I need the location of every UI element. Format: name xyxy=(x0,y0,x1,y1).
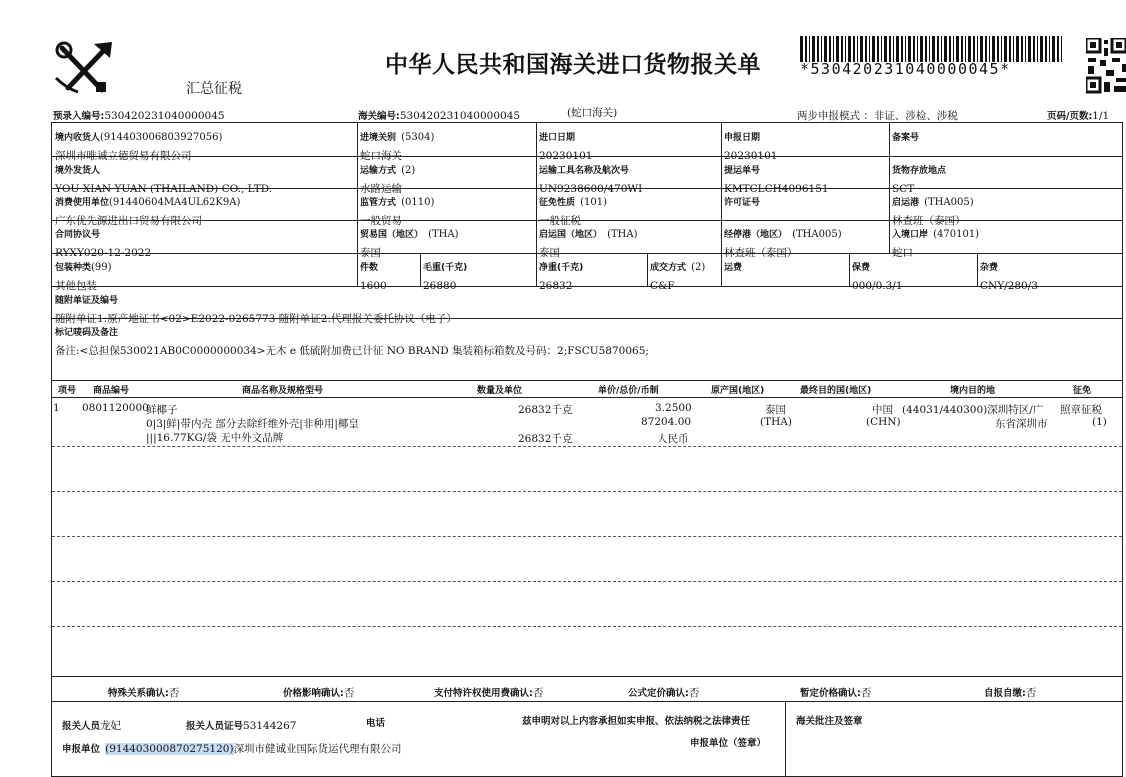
origin-country-cell: 启运国（地区） (THA) 泰国 xyxy=(539,229,638,259)
col-quantity: 数量及单位 xyxy=(477,386,523,396)
declare-mode: 两步申报模式 ：非证、涉检、涉税 xyxy=(797,110,958,122)
declaring-unit: 申报单位 (914403000870275120)深圳市健诚业国际货运代理有限公司 xyxy=(62,743,402,755)
levy-cell: 征免性质 (101) 一般征税 xyxy=(539,197,607,227)
declarant-name: 报关人员龙妃 xyxy=(62,720,122,732)
page-number: 页码/页数:1/1 xyxy=(1047,110,1110,122)
barcode-text: *530420231040000045* xyxy=(800,60,1011,78)
royalty-confirm: 支付特许权使用费确认:否 xyxy=(434,687,544,699)
consignor-cell: 境外发货人 YOU XIAN YUAN (THAILAND) CO., LTD. xyxy=(55,166,273,195)
col-levy: 征免 xyxy=(1073,386,1092,396)
col-price: 单价/总价/币制 xyxy=(598,386,659,396)
marks-remarks-cell: 标记唛码及备注 备注:<总担保530021AB0C0000000034>无木 e 低硫附加费已计征 NO BRAND 集装箱标箱数及号码：2;FSCU5870065; xyxy=(55,328,649,357)
summary-tax-label: 汇总征税 xyxy=(186,81,242,97)
customs-emblem-logo xyxy=(50,38,122,98)
self-pay-confirm: 自报自缴:否 xyxy=(984,687,1037,699)
storage-cell: 货物存放地点 SCT xyxy=(892,166,947,195)
col-origin: 原产国(地区) xyxy=(711,386,765,396)
customs-number: 海关编号:530420231040000045 xyxy=(358,110,521,122)
gross-weight-cell: 毛重(千克) 26880 xyxy=(423,263,468,292)
legal-statement: 兹申明对以上内容承担如实申报、依法纳税之法律责任 xyxy=(522,716,751,727)
package-cell: 包装种类(99) 其他包装 xyxy=(55,262,112,292)
formula-price-confirm: 公式定价确认:否 xyxy=(628,687,700,699)
misc-fee-cell: 杂费 CNY/280/3 xyxy=(980,263,1038,292)
transport-mode-cell: 运输方式 (2) 水路运输 xyxy=(360,165,416,195)
customs-office: (蛇口海关) xyxy=(567,107,618,119)
page-title: 中华人民共和国海关进口货物报关单 xyxy=(385,52,761,78)
net-weight-cell: 净重(千克) 26832 xyxy=(539,263,584,292)
entry-port-cell: 入境口岸 (470101) 蛇口 xyxy=(892,229,980,259)
barcode xyxy=(800,36,1066,62)
price-influence-confirm: 价格影响确认:否 xyxy=(283,687,355,699)
consignee-cell: 境内收货人(914403006803927056) 深圳市唯诚立德贸易有限公司 xyxy=(55,132,223,162)
license-cell: 许可证号 xyxy=(724,198,761,208)
col-goods-name: 商品名称及规格型号 xyxy=(242,386,324,396)
phone-label: 电话 xyxy=(366,718,386,729)
bill-no-cell: 提运单号 KMTCLCH4096151 xyxy=(724,166,829,195)
col-final-destination: 最终目的国(地区) xyxy=(800,386,872,396)
declaring-unit-seal: 申报单位（签章） xyxy=(690,738,767,749)
freight-cell: 运费 xyxy=(724,263,743,273)
col-item-no: 项号 xyxy=(58,386,77,396)
declarant-cert-no: 报关人员证号53144267 xyxy=(186,720,297,732)
declare-date-cell: 申报日期 20230101 xyxy=(724,133,778,162)
import-date-cell: 进口日期 20230101 xyxy=(539,133,593,162)
record-no-cell: 备案号 xyxy=(892,133,920,143)
entry-exit-cell: 进境关别 (5304) 蛇口海关 xyxy=(360,132,435,162)
vessel-cell: 运输工具名称及航次号 UN9238600/470WI xyxy=(539,166,643,195)
pieces-cell: 件数 1600 xyxy=(360,263,387,292)
special-relation-confirm: 特殊关系确认:否 xyxy=(108,687,180,699)
via-port-cell: 经停港（地区） (THA005) 林查班（泰国） xyxy=(724,229,842,259)
insurance-cell: 保费 000/0.3/1 xyxy=(852,263,903,292)
documents-cell: 随附单证及编号 随附单证1:原产地证书<02>E2022-0265773 随附单证2:代理报关委托协议（电子） xyxy=(55,296,457,325)
contract-cell: 合同协议号 RYXY020-12-2022 xyxy=(55,230,152,259)
preentry-number: 预录入编号:530420231040000045 xyxy=(53,110,225,122)
consumer-cell: 消费使用单位(91440604MA4UL62K9A) 广东优先源进出口贸易有限公司 xyxy=(55,197,241,227)
provisional-price-confirm: 暂定价格确认:否 xyxy=(800,687,872,699)
departure-port-cell: 启运港 (THA005) 林查班（泰国） xyxy=(892,197,974,227)
col-domestic-destination: 境内目的地 xyxy=(950,386,996,396)
trade-country-cell: 贸易国（地区） (THA) 泰国 xyxy=(360,229,459,259)
qr-code xyxy=(1086,38,1126,94)
supervision-cell: 监管方式 (0110) 一般贸易 xyxy=(360,197,435,227)
customs-approval-label: 海关批注及签章 xyxy=(796,716,863,727)
col-hs-code: 商品编号 xyxy=(93,386,130,396)
deal-mode-cell: 成交方式 (2) C&F xyxy=(650,262,706,292)
